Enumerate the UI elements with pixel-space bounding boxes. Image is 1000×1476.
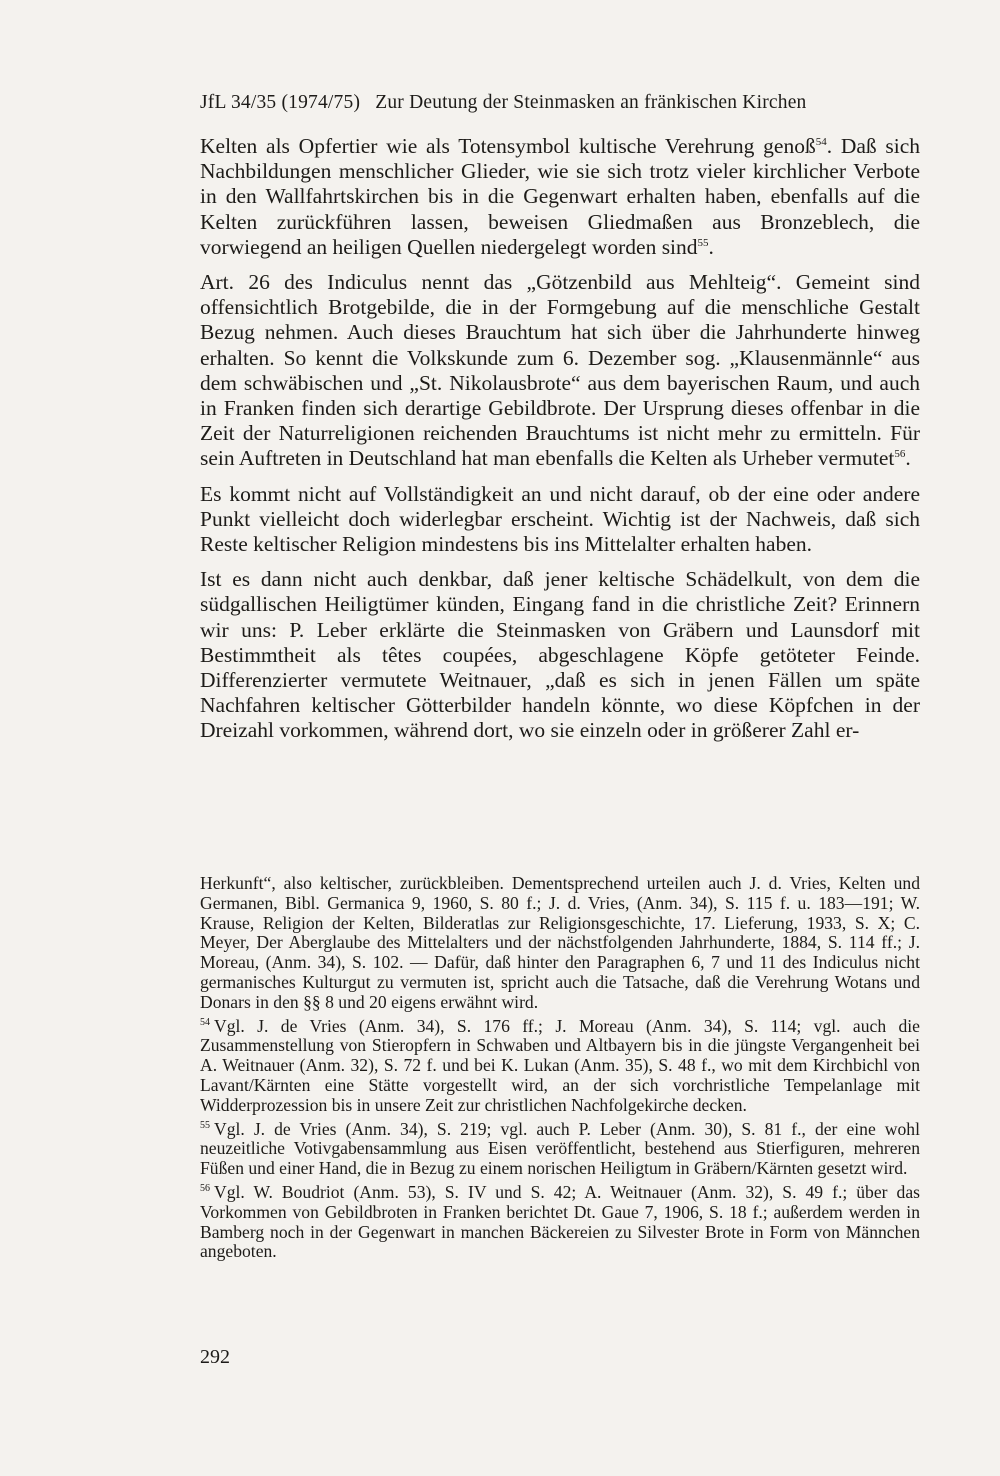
paragraph: Es kommt nicht auf Vollständigkeit an und nicht darauf, ob der eine oder andere Punkt vielleicht doch widerlegbar erscheint. Wichtig ist der Nachweis, daß sich Reste keltischer Religion mindestens bis ins Mittelalter erhalten haben. — [200, 481, 920, 557]
footnote-reference: 56 — [894, 448, 906, 461]
running-header — [200, 92, 920, 114]
main-text — [200, 134, 920, 754]
paragraph-text: Kelten als Opfertier wie als Totensymbol kultische Verehrung genoß — [200, 134, 816, 158]
article-title: Zur Deutung der Steinmasken an fränkischen Kirchen — [375, 92, 807, 113]
paragraph — [200, 270, 920, 472]
page-number: 292 — [200, 1346, 230, 1368]
paragraph — [200, 134, 920, 260]
footnote-number: 56 — [200, 1183, 210, 1195]
footnote-continuation: Herkunft“, also keltischer, zurückbleiben. Dementsprechend urteilen auch J. d. Vries, Kelten und Germanen, Bibl. Germanica 9, 1960, S. 80 f.; J. d. Vries, (Anm. 34), S. 115 f. u. 183—191; W. Krause, Religion der Kelten, Bilderatlas zur Religionsgeschichte, 17. Lieferung, 1933, S. X; C. Meyer, Der Aberglaube des Mittelalters und der nächstfolgenden Jahrhunderte, 1884, S. 114 ff.; J. Moreau, (Anm. 34), S. 102. — Dafür, daß hinter den Paragraphen 6, 7 und 11 des Indiculus nicht germanisches Kulturgut zu vermuten ist, spricht auch die Tatsache, daß die Verehrung Wotans und Donars in den §§ 8 und 20 eigens erwähnt wird. — [200, 873, 920, 1012]
footnote-reference: 54 — [815, 135, 827, 148]
paragraph: Ist es dann nicht auch denkbar, daß jener keltische Schädelkult, von dem die südgallischen Heiligtümer künden, Eingang fand in die christliche Zeit? Erinnern wir uns: P. Leber erklärte die Steinmasken von Gräbern und Launsdorf mit Bestimmtheit als têtes coupées, abgeschlagene Köpfe getöteter Feinde. Differenzierter vermutete Weitnauer, „daß es sich in jenen Fällen um späte Nachfahren keltischer Götterbilder handeln könnte, wo diese Köpfchen in der Dreizahl vorkommen, während dort, wo sie einzeln oder in größerer Zahl er- — [200, 567, 920, 743]
footnotes — [200, 874, 920, 1266]
footnote-55 — [200, 1120, 920, 1179]
footnote-text: Vgl. J. de Vries (Anm. 34), S. 219; vgl. auch P. Leber (Anm. 30), S. 81 f., der eine wohl neuzeitliche Votivgabensammlung aus Eisen veröffentlicht, bestehend aus Stierfiguren, mehreren Füßen und einer Hand, die in Bezug zu einem norischen Heiligtum in Gräbern/Kärnten gesetzt wird. — [200, 1118, 920, 1179]
footnote-text: Vgl. J. de Vries (Anm. 34), S. 176 ff.; J. Moreau (Anm. 34), S. 114; vgl. auch die Zusammenstellung von Stieropfern in Schwaben und Altbayern bis in die jüngste Vergangenheit bei A. Weitnauer (Anm. 32), S. 72 f. und bei K. Lukan (Anm. 35), S. 48 f., wo mit dem Kirchbichl von Lavant/Kärnten eine Stätte vorgestellt wird, an der sich vorchristliche Tempelanlage mit Widderprozession bis in unsere Zeit zur christlichen Nachfolgekirche decken. — [200, 1015, 920, 1115]
footnote-54 — [200, 1017, 920, 1116]
footnote-56 — [200, 1183, 920, 1262]
footnote-number: 54 — [200, 1016, 210, 1028]
footnote-number: 55 — [200, 1119, 210, 1131]
footnote-reference: 55 — [697, 236, 709, 249]
journal-citation: JfL 34/35 (1974/75) — [200, 92, 361, 113]
paragraph-text: . Daß sich Nachbildungen menschlicher Glieder, wie sie sich trotz vieler kirchlicher Verbote in den Wallfahrtskirchen bis in die Gegenwart erhalten haben, ebenfalls auf die Kelten zurückführen lassen, beweisen Gliedmaßen aus Bronzeblech, die vorwiegend an heiligen Quellen niedergelegt worden sind — [200, 134, 921, 259]
paragraph-text: . — [905, 446, 911, 471]
paragraph-text: . — [708, 234, 714, 259]
footnote-text: Vgl. W. Boudriot (Anm. 53), S. IV und S. 42; A. Weitnauer (Anm. 32), S. 49 f.; über das Vorkommen von Gebildbroten in Franken berichtet Dt. Gaue 7, 1906, S. 18 f.; außerdem werden in Bamberg noch in der Gegenwart in manchen Bäckereien zu Silvester Brote in Form von Männchen angeboten. — [200, 1181, 920, 1262]
paragraph-text: Art. 26 des Indiculus nennt das „Götzenbild aus Mehlteig“. Gemeint sind offensichtlich Brotgebilde, die in der Formgebung auf die menschliche Gestalt Bezug nehmen. Auch dieses Brauchtum hat sich über die Jahrhunderte hinweg erhalten. So kennt die Volkskunde zum 6. Dezember sog. „Klausenmännle“ aus dem schwäbischen und „St. Nikolausbrote“ aus dem bayerischen Raum, und auch in Franken finden sich derartige Gebildbrote. Der Ursprung dieses offenbar in die Zeit der Naturreligionen reichenden Brauchtums ist nicht mehr zu ermitteln. Für sein Auftreten in Deutschland hat man ebenfalls die Kelten als Urheber vermutet — [200, 270, 920, 471]
